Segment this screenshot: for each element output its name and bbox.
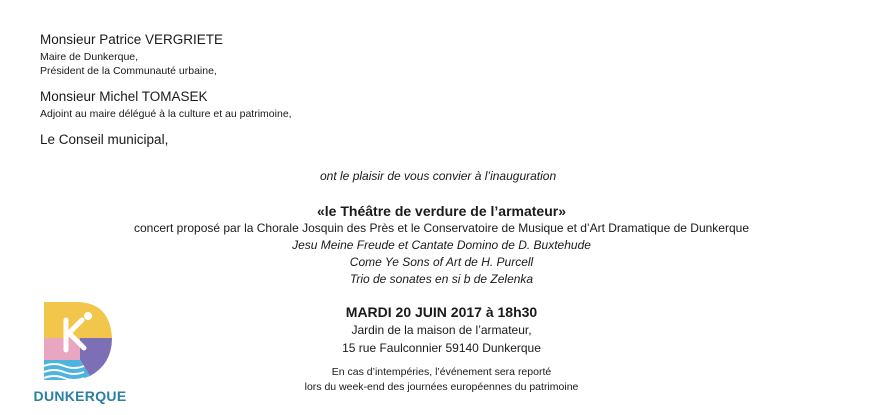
program-item-1: Jesu Meine Freude et Cantate Domino de D. Buxtehude (292, 238, 591, 252)
signatory-1-role-1: Maire de Dunkerque, (40, 51, 139, 63)
signatory-1-name: Monsieur Patrice VERGRIETE (40, 32, 224, 47)
note-line-1: En cas d’intempéries, l’événement sera reporté (331, 366, 552, 378)
venue-line-2: 15 rue Faulconnier 59140 Dunkerque (342, 341, 541, 355)
venue-line-1: Jardin de la maison de l’armateur, (351, 323, 532, 337)
event-title: «le Théâtre de verdure de l’armateur» (317, 203, 566, 219)
invitation-line: ont le plaisir de vous convier à l’inauguration (320, 169, 557, 183)
dunkerque-logo (40, 300, 120, 390)
signatory-1-role-2: Président de la Communauté urbaine, (40, 65, 217, 77)
signatory-2-role-1: Adjoint au maire délégué à la culture et au patrimoine, (40, 108, 292, 120)
logo-text: DUNKERQUE (33, 388, 127, 404)
concert-line: concert proposé par la Chorale Josquin des Près et le Conservatoire de Musique et d’Art Dramatique de Dunkerque (134, 221, 749, 235)
council-line: Le Conseil municipal, (40, 132, 169, 147)
program-item-3: Trio de sonates en si b de Zelenka (349, 272, 534, 286)
event-date: MARDI 20 JUIN 2017 à 18h30 (345, 304, 538, 320)
signatory-2-name: Monsieur Michel TOMASEK (40, 89, 208, 104)
logo-d-icon (40, 300, 120, 390)
note-line-2: lors du week-end des journées européennes du patrimoine (304, 381, 579, 393)
program-item-2: Come Ye Sons of Art de H. Purcell (349, 255, 534, 269)
